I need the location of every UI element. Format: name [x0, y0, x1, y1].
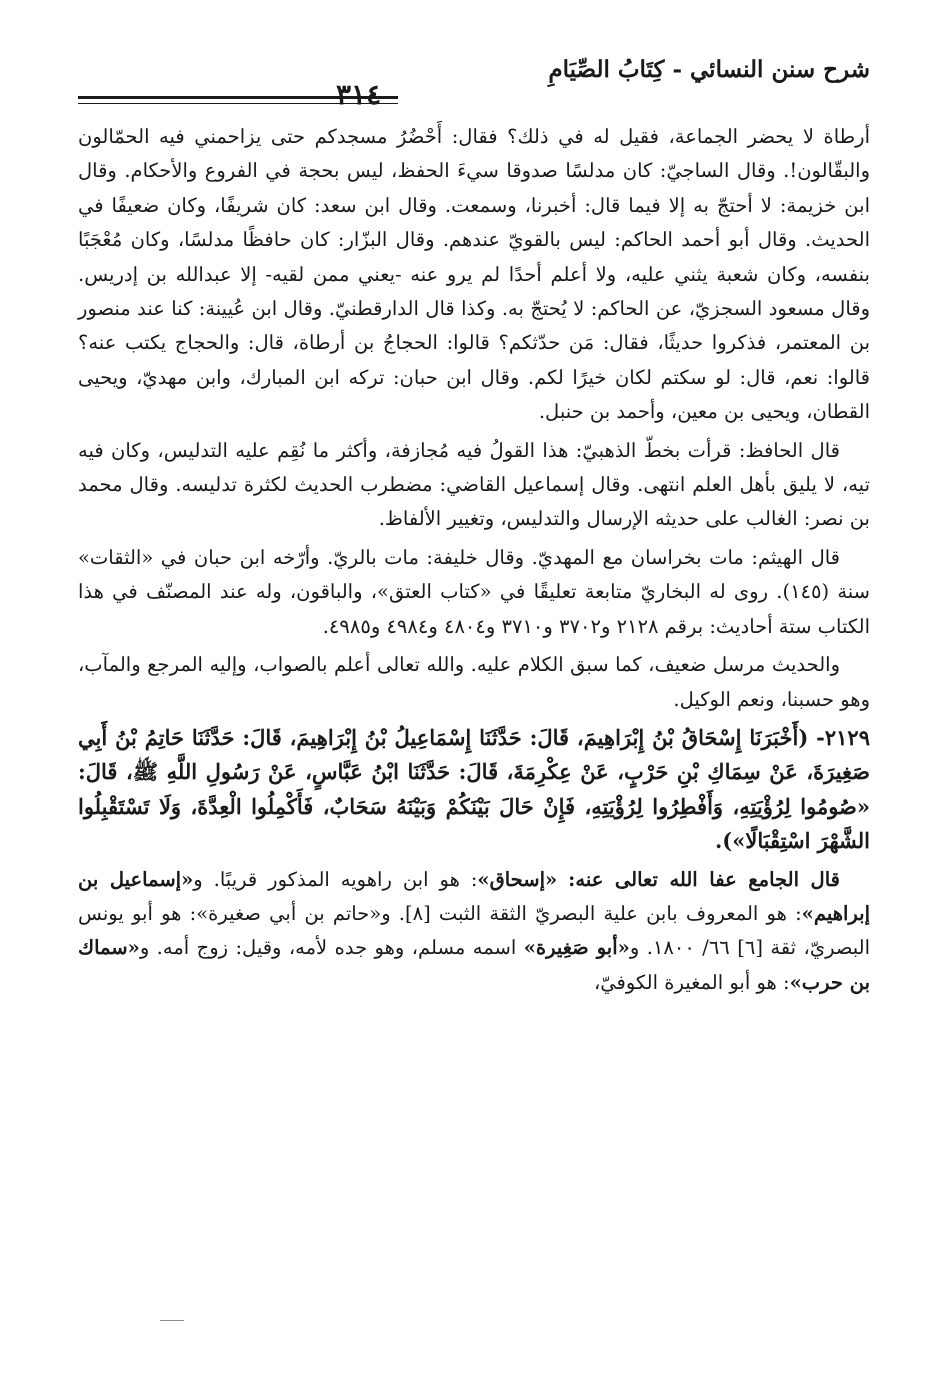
commentary-text-d: : هو أبو المغيرة الكوفيّ، — [593, 970, 790, 994]
commentary-paragraph — [78, 863, 870, 1001]
narrator-term-ismail: «إسماعيل بن إبراهيم» — [78, 867, 871, 925]
hafiz-quote-paragraph: قال الحافظ: قرأت بخطّ الذهبيّ: هذا القولُ فيه مُجازفة، وأكثر ما نُقِم عليه التدليس، وكان فيه تيه، لا يليق بأهل العلم انتهى. وقال إسماعيل القاضي: مضطرب الحديث لكثرة تدليسه. وقال محمد بن نصر: الغالب على حديثه الإرسال والتدليس، وتغيير الألفاظ. — [78, 438, 870, 531]
commentary-text-c: اسمه مسلم، وهو جده لأمه، وقيل: زوج أمه. و — [139, 936, 524, 960]
hadith-2129-text: ٢١٢٩- (أَخْبَرَنَا إِسْحَاقُ بْنُ إِبْرَاهِيمَ، قَالَ: حَدَّثَنَا إِسْمَاعِيلُ بْنُ إِبْرَاهِيمَ، قَالَ: حَدَّثَنَا حَاتِمُ بْنُ أَبِي صَغِيرَةَ، عَنْ سِمَاكِ بْنِ حَرْبٍ، عَنْ عِكْرِمَةَ، قَالَ: حَدَّثَنَا ابْنُ عَبَّاسٍ، عَنْ رَسُولِ اللَّهِ ﷺ، قَالَ: «صُومُوا لِرُؤْيَتِهِ، وَأَفْطِرُوا لِرُؤْيَتِهِ، فَإِنْ حَالَ بَيْنَكُمْ وَبَيْنَهُ سَحَابٌ، فَأَكْمِلُوا الْعِدَّةَ، وَلَا تَسْتَقْبِلُوا الشَّهْرَ اسْتِقْبَالًا»). — [78, 724, 870, 854]
commentary-text-a: : هو ابن راهويه المذكور قريبًا. و — [193, 867, 478, 891]
page-number: ٣١٤ — [336, 78, 382, 111]
narrator-biography-paragraph: أرطاة لا يحضر الجماعة، فقيل له في ذلك؟ فقال: أَحْضُرُ مسجدكم حتى يزاحمني فيه الحمّالون والبقّالون!. وقال الساجيّ: كان مدلسًا صدوقا سيءَ الحفظ، ليس بحجة في الفروع والأحكام. وقال ابن خزيمة: لا أحتجّ به إلا فيما قال: أخبرنا، وسمعت. وقال ابن سعد: كان شريفًا، وكان ضعيفًا في الحديث. وقال أبو أحمد الحاكم: ليس بالقويّ عندهم. وقال البزّار: كان حافظًا مدلسًا، وكان مُعْجَبًا بنفسه، وكان شعبة يثني عليه، ولا أعلم أحدًا لم يرو عنه -يعني ممن لقيه- إلا عبدالله بن إدريس. وقال مسعود السجزيّ، عن الحاكم: لا يُحتجّ به. وكذا قال الدارقطنيّ. وقال ابن عُيينة: كنا عند منصور بن المعتمر، فذكروا حديثًا، فقال: مَن حدّثكم؟ قالوا: الحجاجُ بن أرطاة، قال: والحجاج يكتب عنه؟ قالوا: نعم، قال: لو سكتم لكان خيرًا لكم. وقال ابن حبان: تركه ابن المبارك، وابن مهديّ، ويحيى القطان، ويحيى بن معين، وأحمد بن حنبل. — [78, 125, 870, 424]
document-page — [78, 50, 870, 1000]
narrator-term-abu-saghira: «أبو صَغِيرة» — [523, 936, 630, 960]
header-title: شرح سنن النسائي - كِتَابُ الصِّيَامِ — [548, 56, 870, 83]
commentary-lead: قال الجامع عفا الله تعالى عنه: — [568, 867, 840, 891]
hadith-ruling-paragraph: والحديث مرسل ضعيف، كما سبق الكلام عليه. والله تعالى أعلم بالصواب، وإليه المرجع والمآب، وهو حسبنا، ونعم الوكيل. — [78, 653, 870, 711]
page-body — [78, 120, 870, 1000]
commentary-text-b: : هو المعروف بابن علية البصريّ الثقة الثبت [٨]. و«حاتم بن أبي صغيرة»: هو أبو يونس البصريّ، ثقة [٦] ٦٦/ ١٨٠٠. و — [78, 901, 870, 960]
narrator-term-simak: «سماك بن حرب» — [78, 936, 870, 994]
running-header — [78, 50, 870, 112]
narrator-term-ishaq: «إسحاق» — [477, 867, 558, 891]
page-footer-mark — [160, 1320, 184, 1321]
death-date-paragraph: قال الهيثم: مات بخراسان مع المهديّ. وقال خليفة: مات بالريّ. وأرّخه ابن حبان في «الثقات» سنة (١٤٥). روى له البخاريّ متابعة تعليقًا في «كتاب العتق»، والباقون، وله عند المصنّف في هذا الكتاب ستة أحاديث: برقم ٢١٢٨ و٣٧٠٢ و٣٧١٠ و٤٨٠٤ و٤٩٨٤ و٤٩٨٥. — [78, 545, 871, 638]
